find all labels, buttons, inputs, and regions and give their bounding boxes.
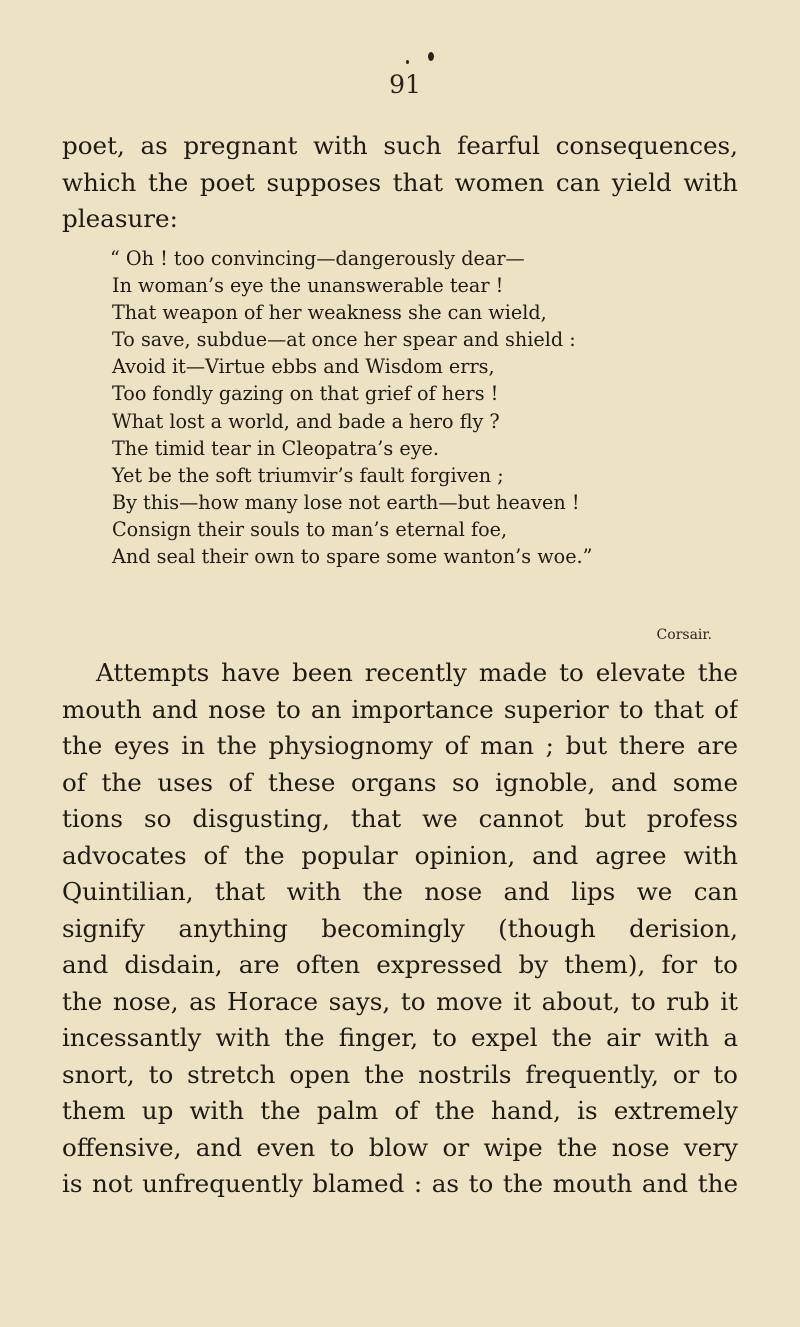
body-line: the nose, as Horace says, to move it about, to rub it [62, 986, 738, 1016]
body-line: the eyes in the physiognomy of man ; but there are [62, 731, 738, 760]
ink-speck [406, 60, 409, 64]
body-line: is not unfrequently blamed : as to the mouth and the [62, 1169, 738, 1198]
body-line: of the uses of these organs so ignoble, and some [62, 767, 738, 797]
verse-line: By this—how many lose not earth—but heaven ! [112, 490, 580, 514]
verse-line: And seal their own to spare some wanton’s woe.” [112, 545, 593, 569]
intro-paragraph [62, 128, 738, 238]
body-line: tions so disgusting, that we cannot but profess [62, 804, 738, 833]
body-line: Quintilian, that with the nose and lips we can [62, 877, 738, 906]
body-paragraph [62, 655, 738, 1203]
verse-line: Avoid it—Virtue ebbs and Wisdom errs, [112, 355, 495, 379]
verse-line: What lost a world, and bade a hero fly ? [112, 409, 500, 433]
body-line: offensive, and even to blow or wipe the nose very [62, 1132, 738, 1162]
intro-line: poet, as pregnant with such fearful consequences, [62, 131, 738, 160]
verse-line: Consign their souls to man’s eternal foe, [112, 517, 508, 541]
verse-line: That weapon of her weakness she can wield, [112, 301, 547, 325]
verse-quotation [112, 245, 672, 570]
body-line: them up with the palm of the hand, is extremely [62, 1096, 738, 1125]
verse-line: Yet be the soft triumvir’s fault forgiven ; [112, 463, 504, 487]
body-line: Attempts have been recently made to elevate the [96, 658, 738, 687]
body-line: mouth and nose to an importance superior to that of [62, 694, 738, 724]
verse-line: The timid tear in Cleopatra’s eye. [112, 436, 440, 460]
verse-line: To save, subdue—at once her spear and shield : [112, 328, 576, 352]
body-line: snort, to stretch open the nostrils frequently, or to [62, 1059, 738, 1089]
verse-line: Too fondly gazing on that grief of hers ! [112, 382, 499, 406]
verse-line: In woman’s eye the unanswerable tear ! [112, 274, 504, 298]
body-line: advocates of the popular opinion, and agree with [62, 840, 738, 870]
body-line: incessantly with the finger, to expel the air with a [62, 1023, 738, 1052]
verse-line: “ Oh ! too convincing—dangerously dear— [110, 247, 525, 270]
intro-line: which the poet supposes that women can yield with [62, 167, 738, 197]
body-line: and disdain, are often expressed by them), for to [62, 950, 738, 979]
body-line: signify anything becomingly (though derision, [62, 913, 738, 943]
page-number: 91 [389, 70, 421, 99]
verse-attribution: Corsair. [656, 627, 712, 643]
intro-line: pleasure: [62, 204, 178, 233]
ink-speck [428, 52, 434, 61]
